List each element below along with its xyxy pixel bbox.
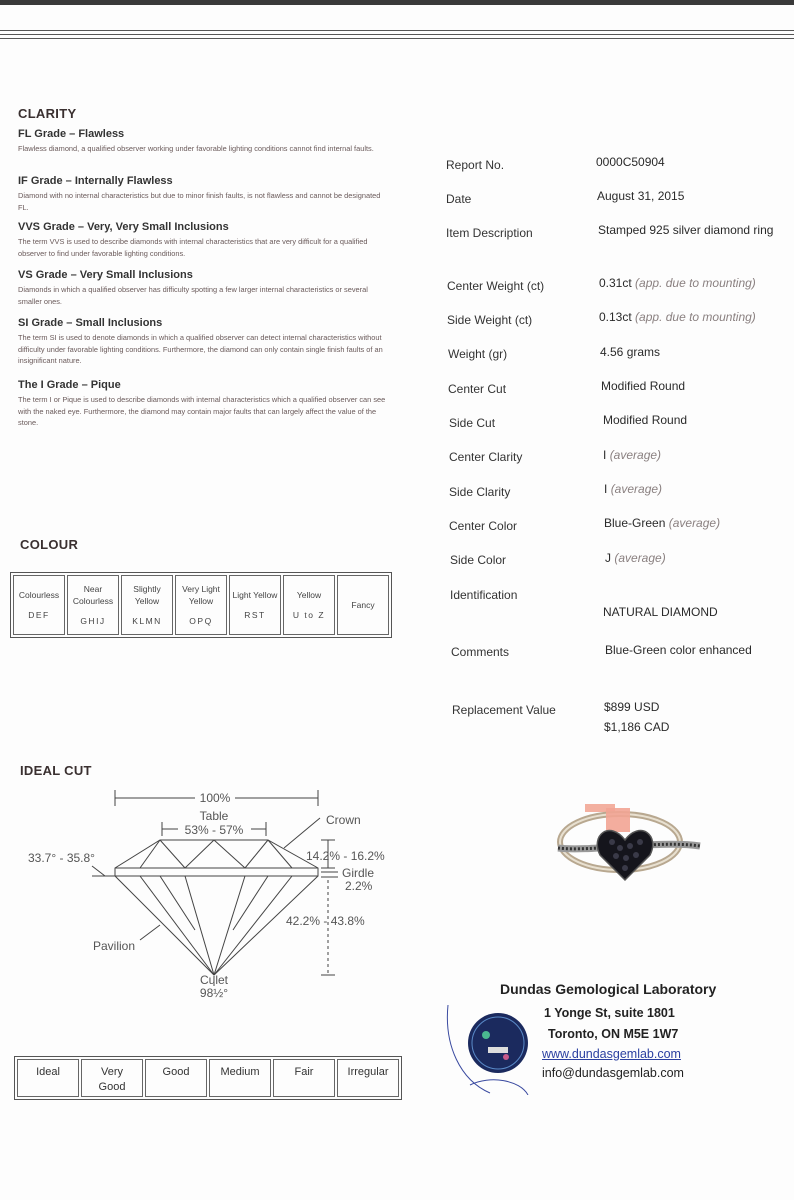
ideal-cut-title: IDEAL CUT (20, 763, 92, 778)
grade-description: Flawless diamond, a qualified observer working under favorable lighting conditions cannot find internal faults. (18, 144, 374, 153)
report-no-value: 0000C50904 (596, 155, 665, 169)
colour-cell (337, 575, 389, 635)
side-color-note: (average) (614, 551, 666, 565)
grade-name: The I Grade – Pique (18, 379, 121, 391)
comments-value: Blue-Green color enhanced (605, 643, 752, 657)
culet-value-label: 98½° (199, 986, 229, 1000)
ring-photo (550, 800, 740, 890)
side-clarity-value (604, 482, 662, 496)
cut-grade-cell: Very Good (81, 1059, 143, 1097)
colour-cell (283, 575, 335, 635)
center-weight-label: Center Weight (ct) (447, 279, 545, 293)
comments-label: Comments (451, 645, 510, 659)
side-cut-value: Modified Round (603, 413, 688, 427)
center-color-label: Center Color (449, 519, 518, 533)
grade-name: IF Grade – Internally Flawless (18, 175, 173, 187)
date-value: August 31, 2015 (597, 189, 685, 203)
clarity-grade-if (18, 175, 388, 213)
item-description-label: Item Description (446, 226, 533, 240)
colour-label: Slightly Yellow (133, 584, 161, 606)
signature-stroke (470, 1080, 528, 1095)
colour-grades: RST (244, 610, 266, 620)
frame-rule (0, 30, 794, 31)
table-range-label: 53% - 57% (184, 823, 244, 837)
clarity-grade-i (18, 379, 388, 429)
laboratory-seal (440, 985, 530, 1095)
cut-grade-cell: Fair (273, 1059, 335, 1097)
grade-name: VS Grade – Very Small Inclusions (18, 269, 193, 281)
culet-label: Culet (199, 973, 229, 987)
lab-address-line2: Toronto, ON M5E 1W7 (548, 1027, 679, 1041)
side-weight-value (599, 310, 756, 324)
colour-label: Colourless (18, 590, 60, 600)
pavilion-label: Pavilion (93, 939, 136, 953)
side-color-value (605, 551, 666, 565)
item-description-value: Stamped 925 silver diamond ring (598, 223, 774, 237)
colour-label: Very Light Yellow (182, 584, 220, 606)
colour-cell (13, 575, 65, 635)
colour-label: Near Colourless (72, 584, 114, 606)
pavilion-depth-label: 42.2% - 43.8% (286, 914, 365, 928)
lab-website-link[interactable]: www.dundasgemlab.com (542, 1047, 681, 1061)
table-label: Table (199, 809, 229, 823)
side-cut-label: Side Cut (449, 416, 496, 430)
side-weight-note: (app. due to mounting) (635, 310, 756, 324)
clarity-grade-vs (18, 269, 388, 307)
center-clarity-label: Center Clarity (449, 450, 523, 464)
grade-name: FL Grade – Flawless (18, 128, 125, 140)
center-clarity-value (603, 448, 661, 462)
top-edge-rule (0, 0, 794, 5)
lab-email[interactable]: info@dundasgemlab.com (542, 1066, 684, 1080)
diameter-label: 100% (199, 791, 231, 805)
colour-title: COLOUR (20, 537, 79, 552)
clarity-title: CLARITY (18, 106, 77, 121)
lab-website-row (542, 1047, 681, 1061)
grade-description: The term VVS is used to describe diamonds with internal characteristics that are very difficult for a qualified observer to find under favorable lighting conditions. (18, 237, 368, 258)
colour-cell (175, 575, 227, 635)
side-weight-amount: 0.13ct (599, 310, 632, 324)
colour-grades: DEF (28, 610, 50, 620)
center-color-grade: Blue-Green (604, 516, 666, 530)
side-clarity-note: (average) (610, 482, 663, 496)
colour-grades: U to Z (292, 610, 326, 620)
grade-description: Diamonds in which a qualified observer has difficulty spotting a few larger internal characteristics or several smaller ones. (18, 285, 368, 306)
colour-grades: OPQ (189, 616, 213, 626)
date-label: Date (446, 192, 472, 206)
grade-name: VVS Grade – Very, Very Small Inclusions (18, 221, 229, 233)
girdle-label: Girdle (342, 866, 375, 880)
colour-scale-table (10, 572, 392, 638)
hologram-sparkle (482, 1031, 490, 1039)
center-weight-amount: 0.31ct (599, 276, 632, 290)
center-clarity-note: (average) (609, 448, 662, 462)
colour-label: Light Yellow (232, 590, 278, 600)
girdle-value-label: 2.2% (345, 879, 373, 893)
clarity-grade-vvs (18, 221, 388, 259)
center-cut-value: Modified Round (601, 379, 686, 393)
colour-label: Fancy (351, 600, 375, 610)
side-clarity-grade: I (604, 482, 608, 496)
center-cut-label: Center Cut (448, 382, 507, 396)
center-color-value (604, 516, 720, 530)
cut-grade-cell: Good (145, 1059, 207, 1097)
center-weight-note: (app. due to mounting) (635, 276, 756, 290)
weight-value: 4.56 grams (600, 345, 661, 359)
cut-grade-cell: Ideal (17, 1059, 79, 1097)
crown-label: Crown (326, 813, 361, 827)
price-tag (606, 808, 630, 832)
center-clarity-grade: I (603, 448, 607, 462)
hologram-sparkle (503, 1054, 509, 1060)
center-weight-value (599, 276, 756, 290)
side-clarity-label: Side Clarity (449, 485, 511, 499)
center-color-note: (average) (668, 516, 721, 530)
side-weight-label: Side Weight (ct) (447, 313, 533, 327)
colour-cell (67, 575, 119, 635)
side-color-label: Side Color (450, 553, 507, 567)
replacement-value-label: Replacement Value (452, 703, 556, 717)
side-color-grade: J (605, 551, 611, 565)
diamond-proportion-diagram (20, 780, 400, 1005)
clarity-grade-si (18, 317, 388, 367)
hologram-seal (468, 1013, 528, 1073)
report-no-label: Report No. (446, 158, 505, 172)
lab-address-line1: 1 Yonge St, suite 1801 (544, 1006, 675, 1020)
replacement-cad: $1,186 CAD (604, 720, 670, 734)
grade-description: Diamond with no internal characteristics but due to minor finish faults, is not flawless and cannot be designated FL. (18, 191, 381, 212)
seal-number-band (488, 1047, 508, 1053)
cut-grade-table (14, 1056, 402, 1100)
frame-rule (0, 34, 794, 35)
lab-name: Dundas Gemological Laboratory (500, 981, 717, 997)
grade-name: SI Grade – Small Inclusions (18, 317, 163, 329)
identification-value: NATURAL DIAMOND (603, 605, 718, 619)
colour-label: Yellow (296, 590, 322, 600)
colour-cell (229, 575, 281, 635)
cut-grade-cell: Medium (209, 1059, 271, 1097)
replacement-usd: $899 USD (604, 700, 660, 714)
colour-grades: GHIJ (80, 616, 106, 626)
cut-grade-cell: Irregular (337, 1059, 399, 1097)
crown-angle-label: 33.7° - 35.8° (28, 851, 95, 865)
grade-description: The term I or Pique is used to describe diamonds with internal characteristics which a qualified observer can see with the naked eye. Furthermore, the diamond may contain major faults that can largely affect the value of the stone. (18, 395, 386, 427)
colour-grades: KLMN (132, 616, 162, 626)
colour-cell (121, 575, 173, 635)
identification-label: Identification (450, 588, 518, 602)
frame-rule (0, 38, 794, 39)
grade-description: The term SI is used to denote diamonds in which a qualified observer can detect internal characteristics without difficulty under favorable lighting conditions. Furthermore, the diamond can only contain single finish faults of an insignificant nature. (18, 333, 383, 365)
weight-label: Weight (gr) (448, 347, 508, 361)
crown-height-label: 14.2% - 16.2% (306, 849, 385, 863)
clarity-grade-fl (18, 128, 388, 155)
